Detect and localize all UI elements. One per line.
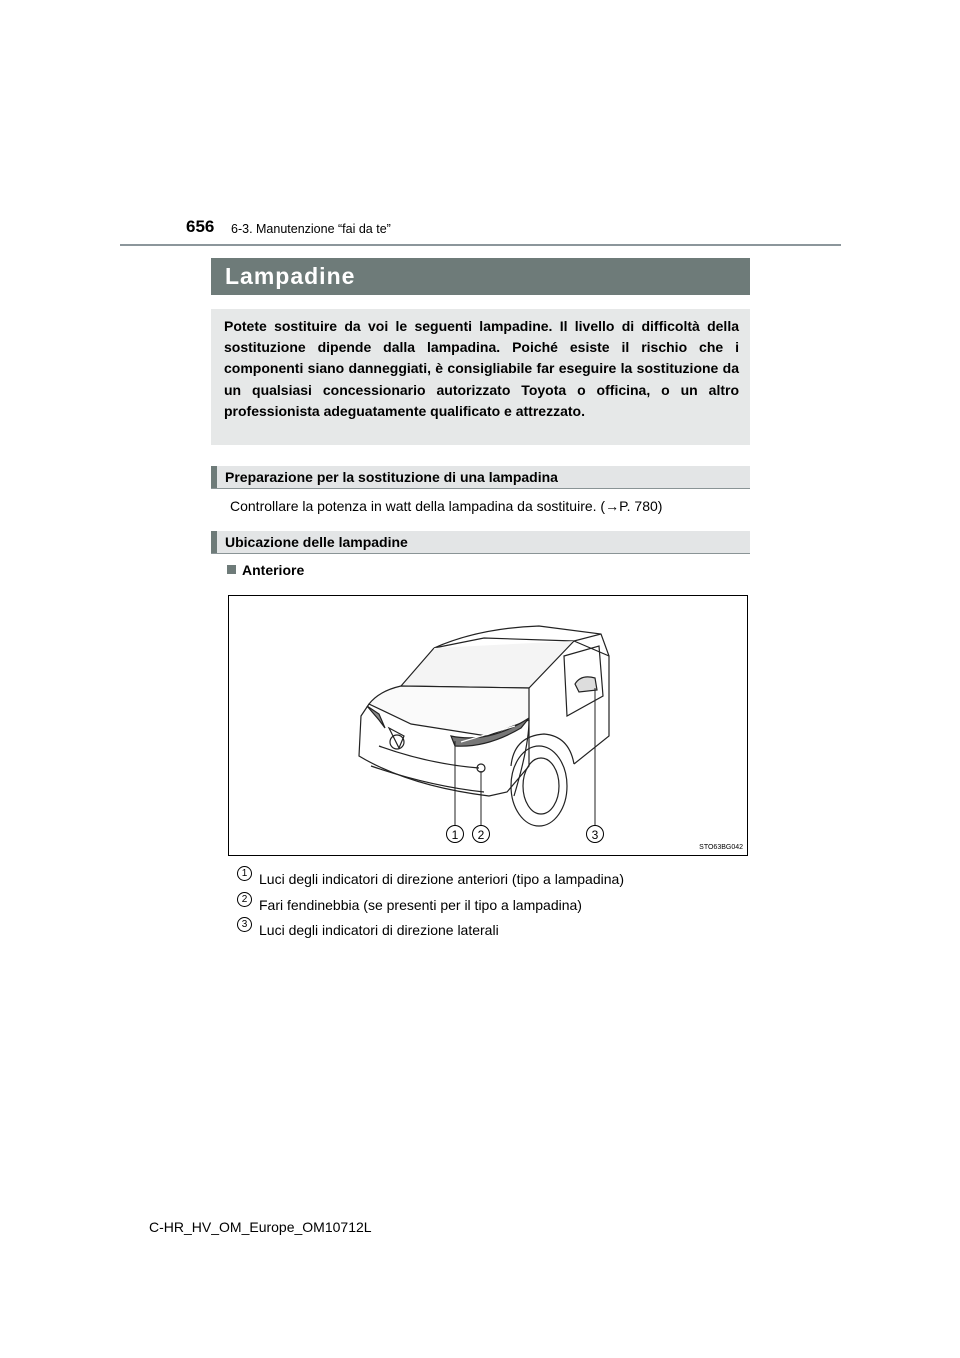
legend-number: 3 bbox=[237, 917, 252, 932]
callout-2: 2 bbox=[472, 825, 490, 843]
page-title: Lampadine bbox=[225, 263, 356, 289]
preparation-text: Controllare la potenza in watt della lampadina da sostituire. (→P. 780) bbox=[230, 498, 663, 514]
square-bullet-icon bbox=[227, 565, 236, 574]
legend-text: Luci degli indicatori di direzione anteriori (tipo a lampadina) bbox=[259, 871, 624, 887]
legend-item bbox=[237, 868, 624, 887]
legend-item bbox=[237, 894, 582, 913]
subheading-front bbox=[227, 562, 304, 578]
heading-marker bbox=[211, 531, 217, 553]
section-reference: 6-3. Manutenzione “fai da te” bbox=[231, 222, 391, 236]
section-heading-text: Ubicazione delle lampadine bbox=[225, 534, 408, 550]
callout-3: 3 bbox=[586, 825, 604, 843]
callout-1: 1 bbox=[446, 825, 464, 843]
car-front-illustration bbox=[228, 595, 748, 856]
legend-number: 1 bbox=[237, 866, 252, 881]
section-heading-text: Preparazione per la sostituzione di una lampadina bbox=[225, 469, 558, 485]
page-number: 656 bbox=[186, 217, 215, 236]
legend-item bbox=[237, 919, 499, 938]
figure-code: STO63BG042 bbox=[699, 844, 743, 851]
subheading-front-text: Anteriore bbox=[242, 562, 305, 578]
legend-number: 2 bbox=[237, 892, 252, 907]
car-drawing bbox=[229, 596, 748, 856]
intro-box bbox=[211, 309, 750, 445]
section-heading-preparation bbox=[211, 466, 750, 489]
intro-text: Potete sostituire da voi le seguenti lampadine. Il livello di difficoltà della sostituzione dipende dalla lampadina. Poiché esiste il rischio che i componenti siano danneggiati, è consigliabile far eseguire la sostituzione da un qualsiasi concessionario autorizzato Toyota o officina, o un altro professionista adeguatamente qualificato e attrezzato. bbox=[224, 318, 739, 419]
title-bar bbox=[211, 258, 750, 295]
legend-text: Luci degli indicatori di direzione laterali bbox=[259, 922, 499, 938]
legend-text: Fari fendinebbia (se presenti per il tipo a lampadina) bbox=[259, 897, 582, 913]
heading-marker bbox=[211, 466, 217, 488]
document-footer: C-HR_HV_OM_Europe_OM10712L bbox=[149, 1219, 372, 1235]
header-divider bbox=[120, 244, 841, 246]
section-heading-location bbox=[211, 531, 750, 554]
